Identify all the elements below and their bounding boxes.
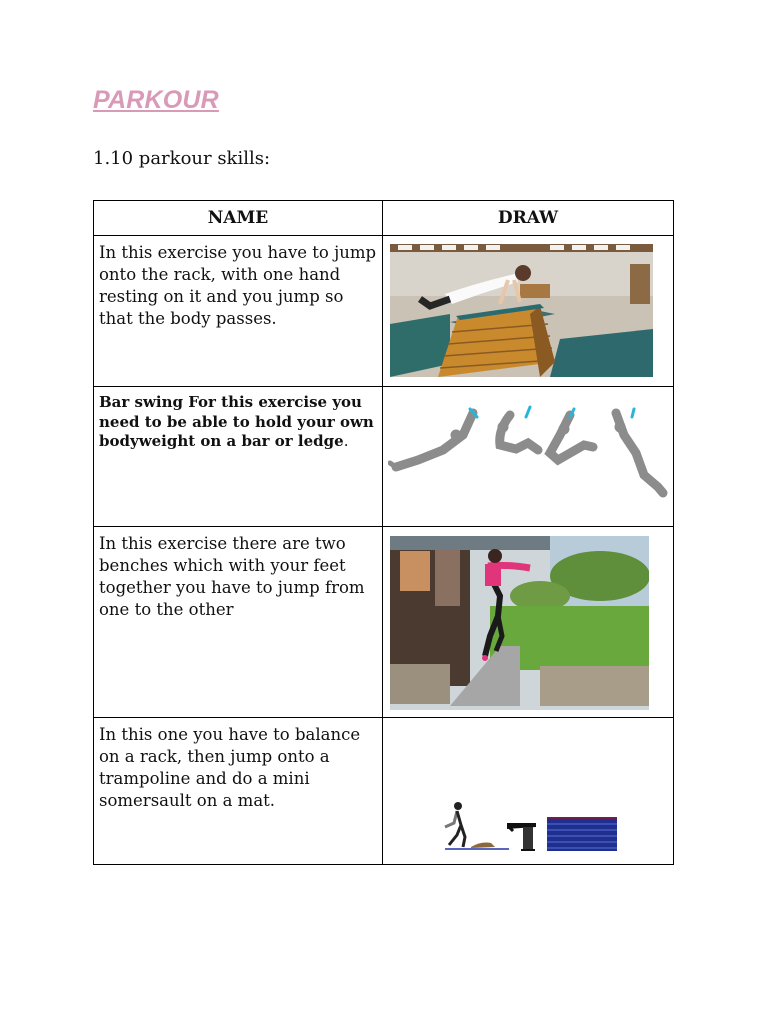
header-name: NAME	[94, 201, 383, 236]
skills-table	[93, 200, 674, 865]
bench-jump-photo	[390, 536, 649, 710]
section-subtitle: 1.10 parkour skills:	[93, 148, 271, 169]
table-row	[94, 527, 674, 718]
table-row	[94, 718, 674, 865]
exercise-description: In this exercise there are two benches which with your feet together you have to jump from one to the other	[99, 534, 365, 619]
exercise-description-tail: .	[343, 432, 349, 450]
table-row	[94, 387, 674, 527]
exercise-description	[94, 387, 382, 452]
exercise-description: In this exercise you have to jump onto the rack, with one hand resting on it and you jump so that the body passes.	[99, 243, 377, 328]
exercise-description: In this one you have to balance on a rack, then jump onto a trampoline and do a mini somersault on a mat.	[99, 725, 361, 810]
trampoline-sequence	[441, 801, 621, 859]
bar-swing-sequence	[388, 405, 670, 505]
table-row	[94, 236, 674, 387]
header-draw: DRAW	[383, 201, 674, 236]
page-title: PARKOUR	[93, 86, 219, 114]
exercise-description-bold: Bar swing For this exercise you need to be able to hold your own bodyweight on a bar or ledge	[99, 393, 374, 450]
vault-photo	[390, 244, 653, 377]
